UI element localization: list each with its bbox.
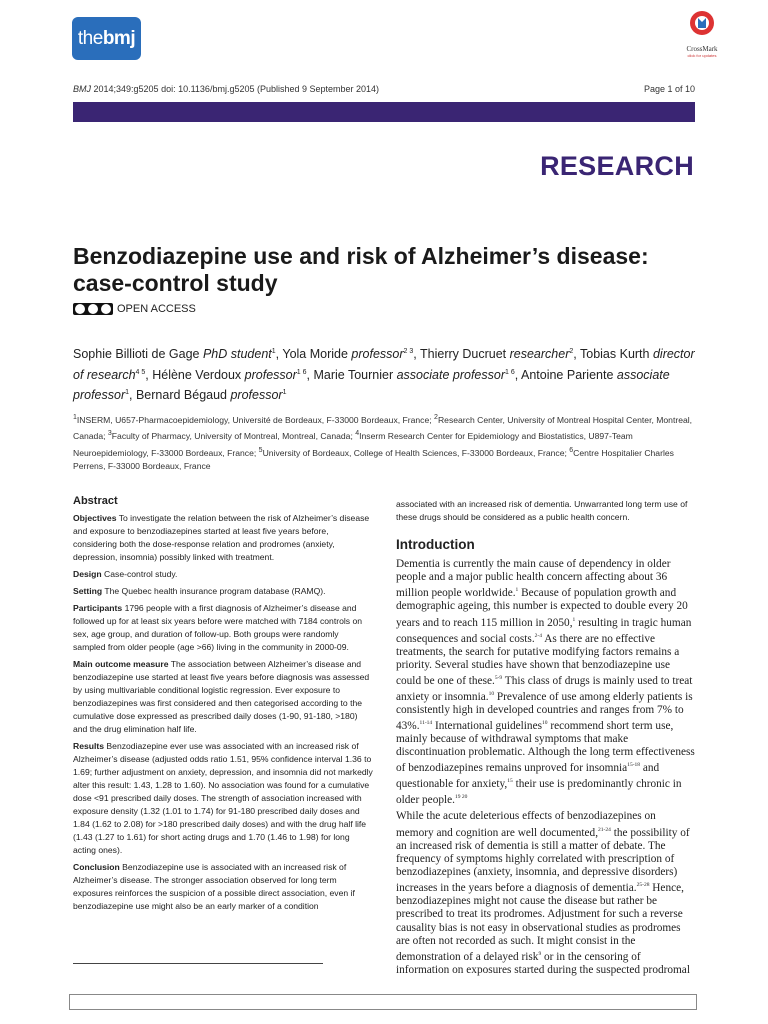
abstract-section-label: Design bbox=[73, 569, 102, 579]
text-run: International guidelines bbox=[432, 719, 542, 732]
author-role: professor bbox=[230, 388, 283, 403]
abstract-section bbox=[73, 512, 373, 564]
abstract-section-text: The association between Alzheimer’s disease and benzodiazepine use started at least five years before diagnosis was assessed by using multivariable conditional logistic regression. Ever exposure to benzodiazepines was first considered and then categorised according to the cumulative dose expressed as prescribed daily doses (1-90, 91-180, >180) and the drug elimination half life. bbox=[73, 659, 370, 734]
author-affiliation-ref: 1 6 bbox=[296, 368, 307, 376]
author-role: professor bbox=[244, 367, 297, 382]
text-run: While the acute deleterious effects of benzodiazepines on memory and cognition are well documented, bbox=[396, 810, 656, 839]
logo-text-bold: bmj bbox=[102, 28, 136, 49]
author-affiliation-ref: 1 bbox=[271, 348, 276, 355]
affiliation-number: 6 bbox=[569, 446, 574, 454]
author-role: PhD student bbox=[202, 347, 272, 362]
citation-ref: 10 bbox=[488, 690, 495, 697]
citation-ref: 1 bbox=[515, 587, 519, 594]
citation-text: 2014;349:g5205 doi: 10.1136/bmj.g5205 (Published 9 September 2014) bbox=[91, 84, 380, 94]
author-name: Yola Moride bbox=[282, 347, 352, 362]
affiliation-number: 3 bbox=[107, 430, 112, 438]
footer-box bbox=[69, 994, 697, 1010]
abstract-section bbox=[73, 861, 373, 913]
introduction-paragraph bbox=[396, 810, 696, 977]
creative-commons-icon[interactable] bbox=[73, 303, 113, 315]
citation-ref: 15-18 bbox=[627, 762, 641, 769]
introduction-heading: Introduction bbox=[396, 537, 475, 552]
citation-ref: 15 bbox=[507, 778, 513, 785]
affiliation-text: INSERM, U657-Pharmacoepidemiology, Université de Bordeaux, F-33000 Bordeaux, France; bbox=[76, 414, 435, 425]
affiliation-text: Research Center, University of Montreal Hospital Center, Montreal, Canada; bbox=[73, 414, 693, 442]
affiliation-number: 1 bbox=[73, 414, 77, 421]
header-band bbox=[73, 102, 695, 122]
text-run: the possibility of an increased risk of dementia is still a matter of debate. The frequency of symptoms highly correlated with prescription of benzodiazepines (anxiety, insomnia, and depressive disorders) increases in the years before a diagnosis of dementia. bbox=[396, 826, 690, 894]
crossmark-badge[interactable] bbox=[682, 10, 722, 58]
citation-ref: 10 bbox=[542, 720, 548, 727]
author-role: associate professor bbox=[396, 367, 505, 382]
text-run: Because of population growth and demographic ageing, this number is expected to double every 20 years and to reach 115 million in 2050, bbox=[396, 587, 688, 629]
abstract-section-label: Conclusion bbox=[73, 862, 120, 872]
crossmark-icon bbox=[689, 10, 715, 40]
author-separator: , bbox=[129, 388, 136, 403]
affiliations bbox=[73, 411, 703, 474]
logo-text-light: the bbox=[77, 28, 103, 49]
abstract-section-label: Results bbox=[73, 741, 105, 751]
author-role: professor bbox=[351, 347, 404, 362]
author-name: Sophie Billioti de Gage bbox=[73, 347, 203, 362]
author-separator: , bbox=[573, 347, 580, 362]
text-run: This class of drugs is mainly used to treat anxiety or insomnia. bbox=[396, 674, 693, 703]
author-name: Thierry Ducruet bbox=[420, 347, 510, 362]
author-separator: , bbox=[514, 367, 521, 382]
text-run: recommend short term use, mainly because of withdrawal symptoms that make discontinuation problematic. Although the long term effectiveness of benzodiazepines remains unproved for insomnia bbox=[396, 719, 695, 775]
crossmark-sub: click for updates bbox=[687, 53, 717, 58]
author-name: Marie Tournier bbox=[313, 367, 397, 382]
author-separator: , bbox=[145, 367, 153, 382]
author-name: Tobias Kurth bbox=[580, 347, 653, 362]
article-title: Benzodiazepine use and risk of Alzheimer’s disease: case-control study bbox=[73, 243, 649, 296]
citation-ref: 21-24 bbox=[598, 826, 611, 833]
author-separator: , bbox=[306, 367, 314, 382]
text-run: Prevalence of use among elderly patients is consistently high in developed countries and ranges from 7% to 43%. bbox=[396, 690, 693, 732]
affiliation-number: 5 bbox=[258, 446, 263, 454]
abstract-heading: Abstract bbox=[73, 495, 118, 507]
text-run: Dementia is currently the main cause of dependency in older people and a major public health concern affecting about 36 million people worldwide. bbox=[396, 558, 671, 600]
citation-ref: 25-28 bbox=[636, 882, 650, 889]
abstract-sections bbox=[73, 512, 373, 913]
author-role: associate professor bbox=[73, 367, 670, 403]
author-affiliation-ref: 2 3 bbox=[403, 348, 414, 355]
abstract-section-text: Benzodiazepine ever use was associated with an increased risk of Alzheimer’s disease (adjusted odds ratio 1.51, 95% confidence interval 1.36 to 1.69; further adjustment on anxiety, depression, and insomnia did not markedly alter this result: 1.43, 1.28 to 1.60). No association was found for a cumulative dose <91 prescribed daily doses. The strength of association increased with exposure density (1.32 (1.01 to 1.74) for 91-180 prescribed daily doses and 1.84 (1.62 to 2.08) for >180 prescribed daily doses) and with the drug half life (1.43 (1.27 to 1.61) for short acting drugs and 1.70 (1.46 to 1.98) for long acting ones). bbox=[73, 741, 373, 855]
journal-name: BMJ bbox=[73, 84, 91, 94]
footnote-divider bbox=[73, 963, 323, 964]
abstract-section-label: Setting bbox=[73, 586, 103, 596]
author-separator: , bbox=[275, 347, 283, 362]
author-role: researcher bbox=[509, 347, 570, 362]
author-name: Antoine Pariente bbox=[520, 367, 617, 382]
bmj-logo[interactable] bbox=[72, 17, 141, 60]
citation-ref: 19 20 bbox=[454, 794, 468, 801]
author-affiliation-ref: 4 5 bbox=[135, 368, 146, 376]
abstract-section bbox=[73, 568, 373, 581]
abstract-section-label: Participants bbox=[73, 603, 123, 613]
abstract-section bbox=[73, 658, 373, 736]
citation-ref: 2-4 bbox=[534, 632, 543, 639]
affiliation-text: Inserm Research Center for Epidemiology and Biostatistics, U897-Team Neuroepidemiology, F-33000 Bordeaux, France; bbox=[73, 431, 633, 458]
author-role: director of research bbox=[73, 347, 695, 382]
author-affiliation-ref: 1 bbox=[282, 389, 287, 397]
author-affiliation-ref: 1 6 bbox=[504, 368, 515, 376]
affiliation-text: Faculty of Pharmacy, University of Montreal, Montreal, Canada; bbox=[111, 431, 356, 442]
abstract-section-text: To investigate the relation between the risk of Alzheimer’s disease and exposure to benzodiazepines started at least five years before, considering both the dose-response relation and prodromes (anxiety, depression, insomnia) possibly linked with treatment. bbox=[73, 513, 370, 562]
affiliation-number: 2 bbox=[434, 414, 438, 421]
open-access-label: OPEN ACCESS bbox=[117, 303, 196, 315]
text-run: or in the censoring of information on exposures started during the suspected prodromal bbox=[396, 950, 690, 976]
citation-ref: 9 bbox=[538, 950, 542, 957]
abstract-section-text: The Quebec health insurance program database (RAMQ). bbox=[102, 586, 326, 596]
right-column bbox=[396, 498, 696, 980]
citation-ref: 11-14 bbox=[419, 720, 433, 727]
text-run: As there are no effective treatments, the search for putative modifying factors remains a priority. Several studies have shown that benzodiazepine use could be one of these. bbox=[396, 632, 680, 687]
author-affiliation-ref: 2 bbox=[569, 348, 574, 355]
affiliation-number: 4 bbox=[355, 430, 360, 438]
abstract-continuation: associated with an increased risk of dementia. Unwarranted long term use of these drugs should be considered as a public health concern. bbox=[396, 499, 688, 522]
abstract-section-label: Objectives bbox=[73, 513, 117, 523]
abstract-section-text: Case-control study. bbox=[101, 569, 178, 579]
abstract-section-text: Benzodiazepine use is associated with an increased risk of Alzheimer’s disease. The stronger association observed for long term exposures reinforces the suspicion of a possible direct association, even if benzodiazepine use might also be an early marker of a condition bbox=[73, 862, 355, 911]
citation-ref: 5-9 bbox=[494, 674, 503, 681]
abstract-section bbox=[73, 740, 373, 857]
open-access-line bbox=[73, 303, 196, 315]
author-list bbox=[73, 343, 703, 405]
citation-ref: 1 bbox=[572, 616, 576, 623]
abstract-section-text: 1796 people with a first diagnosis of Alzheimer’s disease and followed up for at least six years before were matched with 7184 controls on sex, age group, and duration of follow-up. Both groups were randomly sampled from older people (age >66) living in the community in 2000-09. bbox=[73, 603, 362, 652]
author-separator: , bbox=[413, 347, 420, 362]
section-label: RESEARCH bbox=[540, 151, 694, 181]
author-name: Hélène Verdoux bbox=[152, 367, 245, 382]
abstract bbox=[73, 495, 373, 917]
citation-line bbox=[73, 84, 379, 94]
author-name: Bernard Bégaud bbox=[135, 388, 231, 403]
author-affiliation-ref: 1 bbox=[125, 389, 130, 397]
page-number: Page 1 of 10 bbox=[643, 84, 695, 94]
text-run: resulting in tragic human consequences and social costs. bbox=[396, 616, 692, 645]
text-run: Hence, benzodiazepines might not cause the disease but rather be prescribed to treat its prodromes. Adjustment for such a reverse causality bias is not easy in observational studies as prodromes are often not recorded as such. It might consist in the demonstration of a delayed risk bbox=[396, 881, 684, 963]
abstract-section bbox=[73, 602, 373, 654]
text-run: and questionable for anxiety, bbox=[396, 762, 660, 791]
introduction-paragraph bbox=[396, 558, 696, 807]
text-run: their use is predominantly chronic in older people. bbox=[396, 778, 682, 807]
crossmark-label: CrossMark bbox=[686, 45, 718, 53]
abstract-section bbox=[73, 585, 373, 598]
abstract-section-label: Main outcome measure bbox=[73, 659, 169, 669]
affiliation-text: University of Bordeaux, College of Health Sciences, F-33000 Bordeaux, France; bbox=[262, 447, 570, 458]
affiliation-text: Centre Hospitalier Charles Perrens, F-33000 Bordeaux, France bbox=[73, 447, 674, 472]
